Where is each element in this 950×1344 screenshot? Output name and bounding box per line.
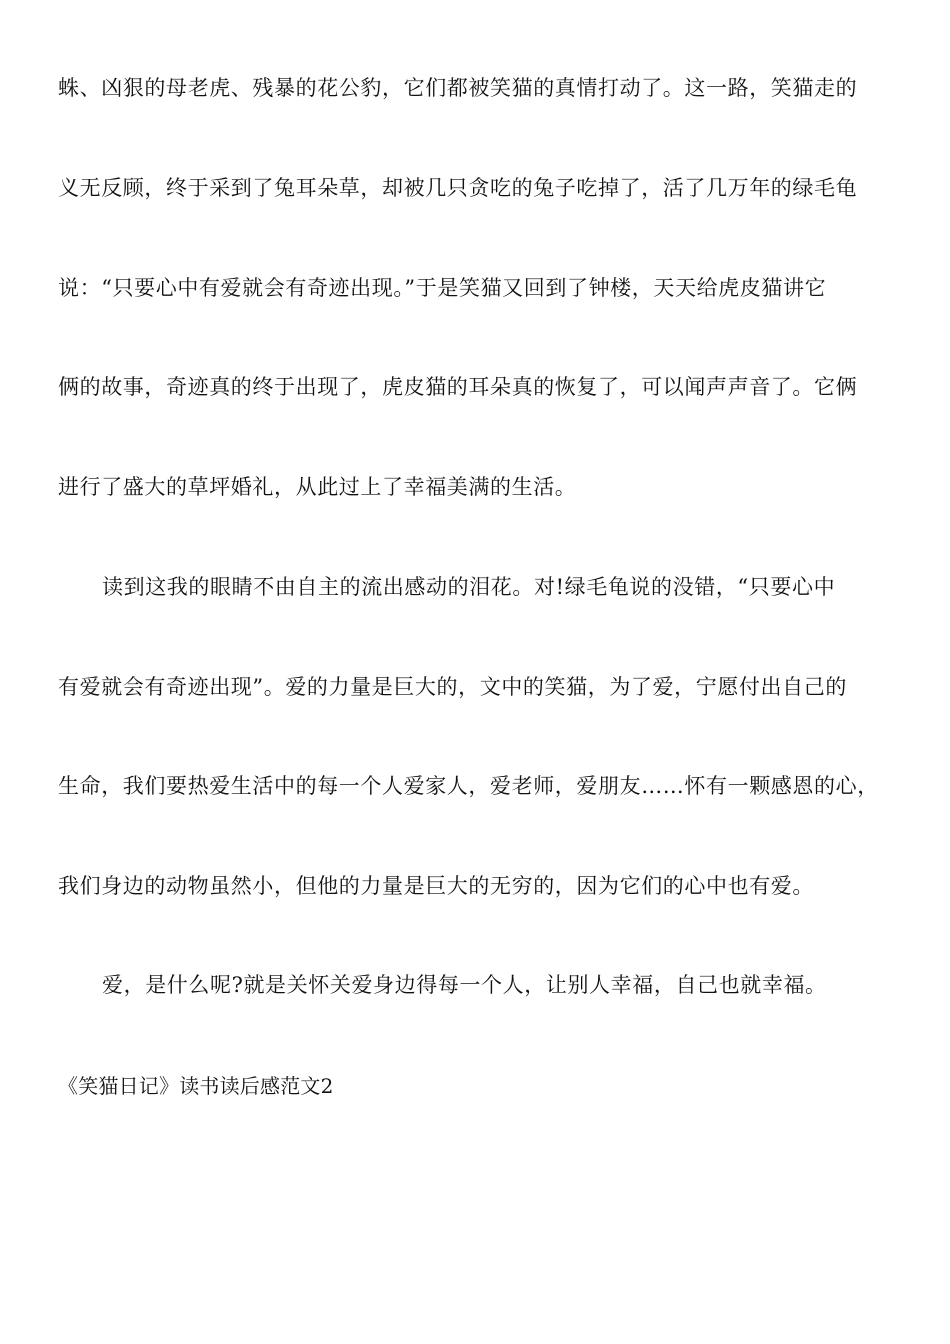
paragraph-1-line-5: 进行了盛大的草坪婚礼，从此过上了幸福美满的生活。 [58, 475, 577, 499]
section-heading: 《笑猫日记》读书读后感范文2 [58, 1074, 334, 1098]
paragraph-1-line-4: 俩的故事，奇迹真的终于出现了，虎皮猫的耳朵真的恢复了，可以闻声声音了。它俩 [58, 375, 858, 399]
paragraph-2-line-1: 读到这我的眼睛不由自主的流出感动的泪花。对!绿毛龟说的没错，“只要心中 [102, 575, 836, 599]
paragraph-2-line-3: 生命，我们要热爱生活中的每一个人爱家人，爱老师，爱朋友……怀有一颗感恩的心， [58, 774, 879, 798]
paragraph-1-line-2: 义无反顾，终于采到了兔耳朵草，却被几只贪吃的兔子吃掉了，活了几万年的绿毛龟 [58, 176, 858, 200]
paragraph-3-line-1: 爱，是什么呢?就是关怀关爱身边得每一个人，让别人幸福，自己也就幸福。 [102, 973, 827, 997]
paragraph-2-line-2: 有爱就会有奇迹出现”。爱的力量是巨大的，文中的笑猫，为了爱，宁愿付出自己的 [58, 675, 847, 699]
paragraph-1-line-1: 蛛、凶狠的母老虎、残暴的花公豹，它们都被笑猫的真情打动了。这一路，笑猫走的 [58, 76, 858, 100]
paragraph-1-line-3: 说：“只要心中有爱就会有奇迹出现。”于是笑猫又回到了钟楼，天天给虎皮猫讲它 [58, 276, 827, 300]
paragraph-2-line-4: 我们身边的动物虽然小，但他的力量是巨大的无穷的，因为它们的心中也有爱。 [58, 874, 814, 898]
